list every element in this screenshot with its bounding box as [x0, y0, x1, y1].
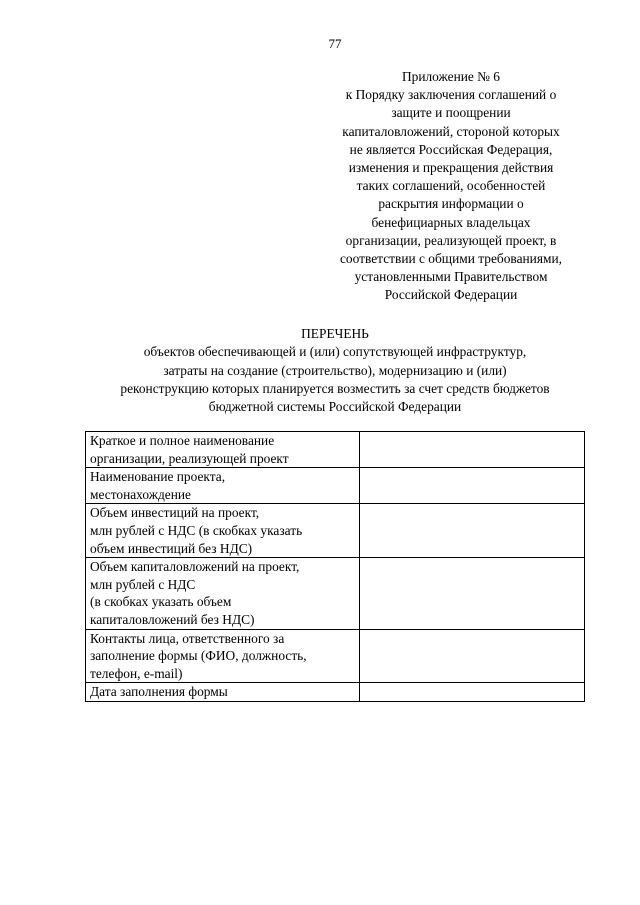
- row-value: [359, 468, 584, 504]
- row-label: [86, 504, 360, 558]
- appendix-line: защите и поощрении: [391, 105, 511, 121]
- row-value: [359, 558, 584, 629]
- appendix-line: Приложение № 6: [401, 69, 501, 84]
- row-label: [86, 629, 360, 683]
- label-line: Объем капиталовложений на проект,: [90, 559, 300, 575]
- appendix-line: организации, реализующей проект, в: [345, 232, 557, 248]
- form-table: [85, 431, 585, 702]
- row-label: [86, 683, 360, 702]
- appendix-header: [318, 68, 584, 305]
- label-line: заполнение формы (ФИО, должность,: [90, 648, 307, 664]
- appendix-line: раскрытия информации о: [378, 196, 524, 212]
- label-line: Объем инвестиций на проект,: [90, 505, 260, 521]
- table-row: [86, 432, 585, 468]
- row-value: [359, 683, 584, 702]
- title-line: реконструкцию которых планируется возместить за счет средств бюджетов: [120, 380, 550, 396]
- appendix-line: не является Российская Федерация,: [349, 141, 553, 157]
- appendix-line: к Порядку заключения соглашений о: [345, 87, 557, 103]
- table-row: [86, 558, 585, 629]
- appendix-line: капиталовложений, стороной которых: [342, 123, 560, 139]
- page-number: 77: [328, 36, 342, 51]
- appendix-line: Российской Федерации: [384, 287, 518, 303]
- document-title: [0, 325, 640, 416]
- label-line: объем инвестиций без НДС): [90, 540, 253, 556]
- appendix-line: таких соглашений, особенностей: [356, 178, 546, 194]
- title-line: объектов обеспечивающей и (или) сопутствующей инфраструктур,: [143, 344, 527, 360]
- row-label: [86, 558, 360, 629]
- label-line: Дата заполнения формы: [90, 684, 228, 700]
- row-label: [86, 468, 360, 504]
- row-label: [86, 432, 360, 468]
- title-line: затраты на создание (строительство), модернизацию и (или): [163, 362, 507, 378]
- label-line: млн рублей с НДС (в скобках указать: [90, 522, 303, 538]
- appendix-line: изменения и прекращения действия: [348, 160, 554, 176]
- label-line: капиталовложений без НДС): [90, 611, 255, 627]
- label-line: телефон, e-mail): [90, 665, 183, 681]
- label-line: организации, реализующей проект: [90, 450, 289, 466]
- appendix-line: установленными Правительством: [354, 269, 548, 285]
- label-line: местонахождение: [90, 486, 192, 502]
- label-line: Контакты лица, ответственного за: [90, 630, 285, 646]
- row-value: [359, 504, 584, 558]
- table-row: [86, 683, 585, 702]
- row-value: [359, 629, 584, 683]
- appendix-line: бенефициарных владельцах: [371, 214, 531, 230]
- table-row: [86, 504, 585, 558]
- label-line: Наименование проекта,: [90, 469, 226, 485]
- appendix-line: соответствии с общими требованиями,: [339, 251, 562, 267]
- title-heading: ПЕРЕЧЕНЬ: [301, 326, 369, 341]
- table-row: [86, 468, 585, 504]
- row-value: [359, 432, 584, 468]
- label-line: Краткое и полное наименование: [90, 433, 275, 448]
- title-line: бюджетной системы Российской Федерации: [208, 399, 462, 415]
- label-line: млн рублей с НДС: [90, 576, 196, 592]
- table-row: [86, 629, 585, 683]
- label-line: (в скобках указать объем: [90, 594, 232, 610]
